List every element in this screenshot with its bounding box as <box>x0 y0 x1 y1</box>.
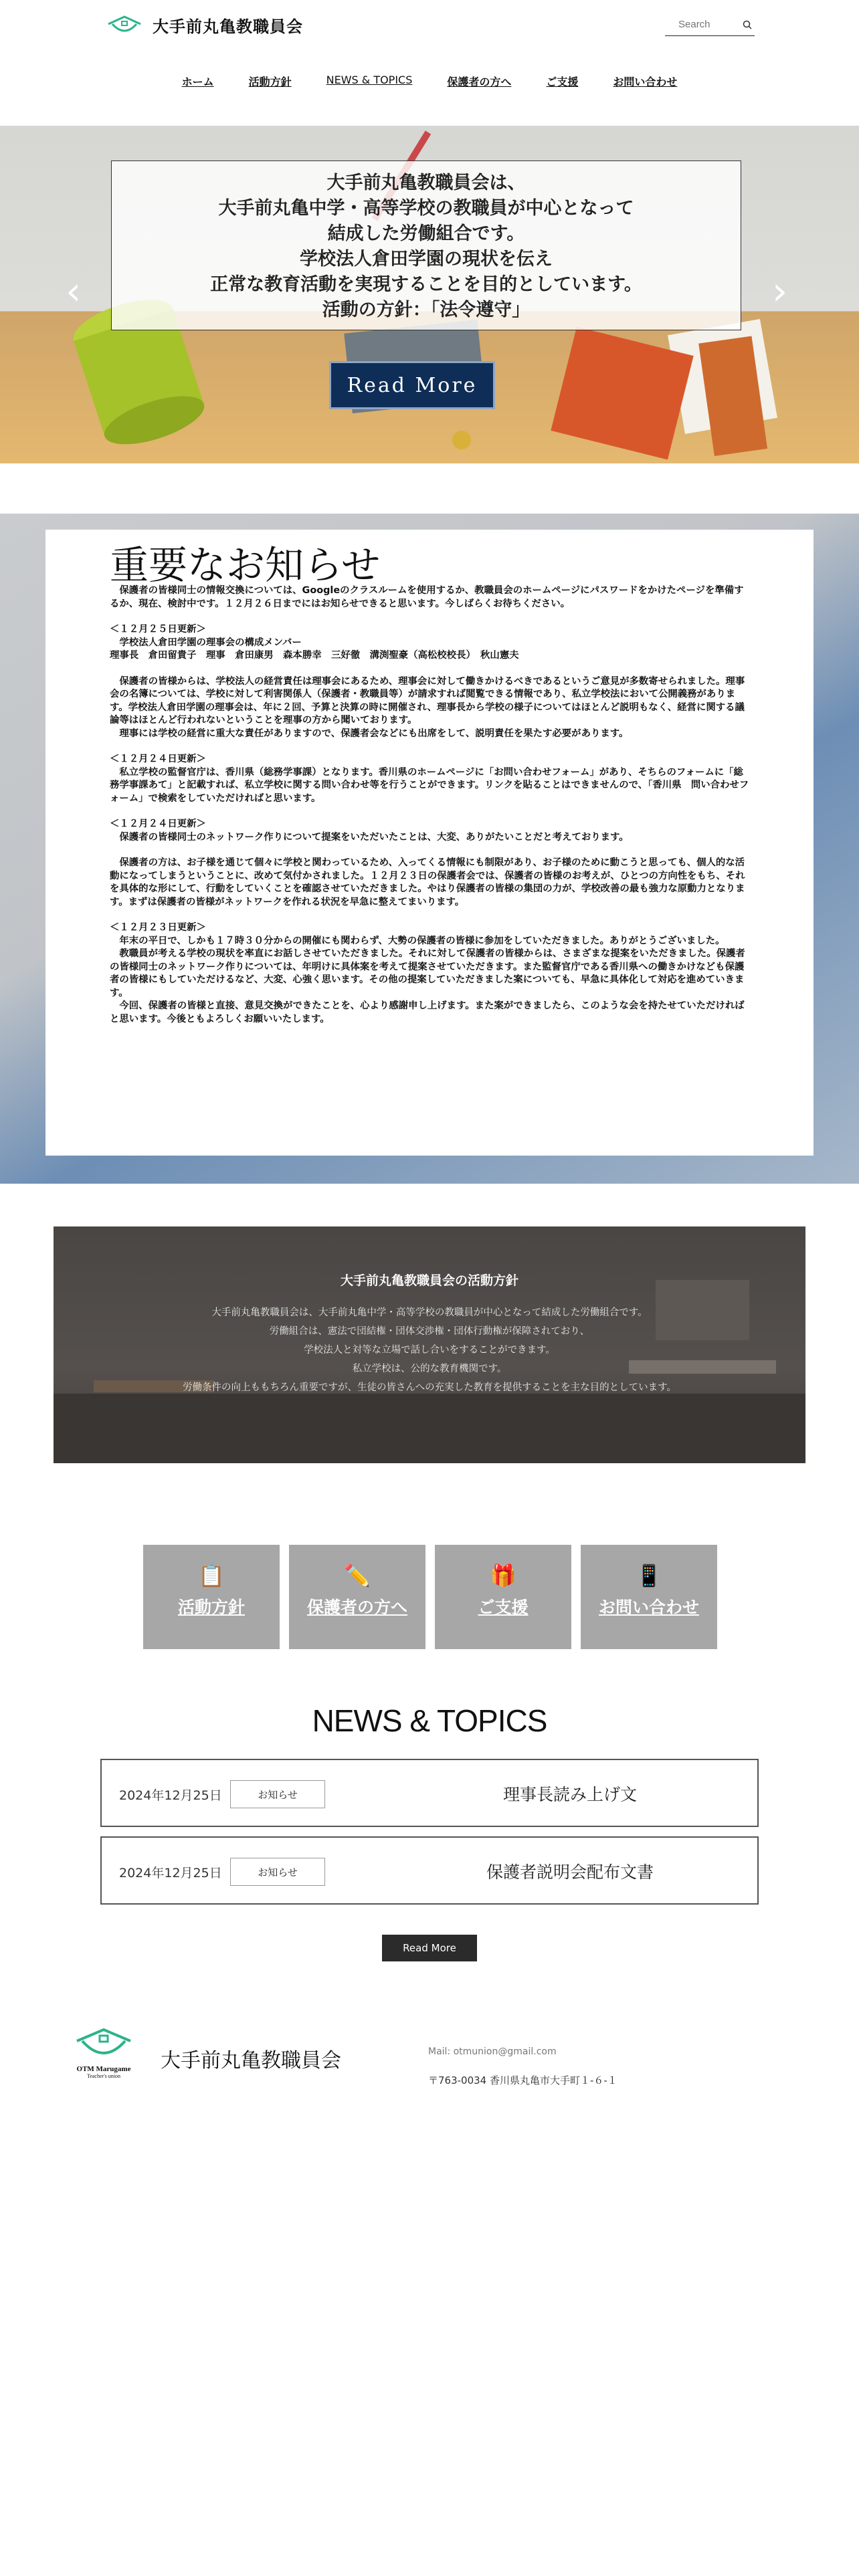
phone-icon: 📱 <box>636 1563 662 1588</box>
notice-paragraph: 理事長 倉田留貴子 理事 倉田康男 森本勝幸 三好徹 溝渕聖豪（高松校校長） 秋山憲夫 <box>110 650 519 661</box>
notice-body <box>110 584 752 1026</box>
tile-guardians[interactable] <box>289 1545 425 1649</box>
news-heading: NEWS & TOPICS <box>312 1703 547 1738</box>
hero-slideshow <box>0 126 859 463</box>
paragraph-gap <box>110 805 752 818</box>
nav-guardians[interactable]: 保護者の方へ <box>447 76 512 88</box>
notice-paragraph: 保護者の皆様からは、学校法人の経営責任は理事会にあるため、理事会に対して働きかけるべきであるというご意見が多数寄せられました。理事会の名簿については、学校に対して利害関係人（保護者・教職員等）が請求すれば閲覧できる情報であり、私立学校法において公開義務があります。学校法人倉田学園の理事会は、年に２回、予算と決算の時に開催され、理事長から学校の様子についてはほとんど説明もなく、経営に関する議論等はほとんど行われないということを理事の方から聞いております。 <box>110 675 745 726</box>
paragraph-gap <box>110 740 752 753</box>
nav-contact[interactable]: お問い合わせ <box>613 76 678 88</box>
notice-paragraph: ＜１２月２３日更新＞ <box>110 922 206 933</box>
tile-label: ご支援 <box>478 1598 529 1617</box>
hero-line: 大手前丸亀教職員会は、 <box>326 173 526 193</box>
news-category-badge: お知らせ <box>230 1780 325 1808</box>
pencil-ruler-icon: ✏️ <box>344 1563 371 1588</box>
notice-paragraph: 保護者の方は、お子様を通じて個々に学校と関わっているため、入ってくる情報にも制限があり、お子様のために動こうと思っても、個人的な活動になってしまうということに、改めて気付かされました。１２月２３日の保護者会では、保護者の皆様のお考えが、ひとつの方向性をもち、それを具体的な形にして、行動をしていくことを確認させていただきました。やはり保護者の皆様の集団の力が、学校改善の最も強力な原動力となります。まずは保護者の皆様がネットワークを作れる状況を早急に整えてまいります。 <box>110 857 745 907</box>
main-nav <box>0 74 859 89</box>
notice-paragraph: ＜１２月２５日更新＞ <box>110 624 206 635</box>
nav-policy[interactable]: 活動方針 <box>248 76 292 88</box>
hero-line: 活動の方針：「法令遵守」 <box>322 300 531 320</box>
footer-logo-text: OTM Marugame <box>76 2065 131 2073</box>
policy-line: 労働組合は、憲法で団結権・団体交渉権・団体行動権が保障されており、 <box>269 1326 590 1337</box>
nav-support[interactable]: ご支援 <box>546 76 579 88</box>
policy-title: 大手前丸亀教職員会の活動方針 <box>340 1273 518 1288</box>
slide-prev-arrow-icon[interactable]: ‹ <box>66 268 82 314</box>
paragraph-gap <box>110 611 752 623</box>
footer-logo <box>67 2028 140 2079</box>
site-header <box>0 0 859 126</box>
hero-line: 大手前丸亀中学・高等学校の教職員が中心となって <box>218 198 634 219</box>
house-logo-icon <box>70 2028 137 2062</box>
notice-heading: 重要なお知らせ <box>110 542 381 588</box>
notice-paragraph: 保護者の皆様同士のネットワーク作りについて提案をいただいたことは、大変、ありがたいことだと考えております。 <box>110 831 629 843</box>
news-title[interactable]: 理事長読み上げ文 <box>502 1785 637 1804</box>
hero-message-box <box>111 160 741 330</box>
tile-contact[interactable] <box>581 1545 717 1649</box>
gift-icon: 🎁 <box>490 1563 516 1588</box>
notice-paragraph: 年末の平日で、しかも１７時３０分からの開催にも関わらず、大勢の保護者の皆様に参加をしていただきました。ありがとうございました。 <box>110 935 725 946</box>
policy-line: 私立学校は、公的な教育機関です。 <box>352 1364 507 1374</box>
news-date: 2024年12月25日 <box>119 1866 222 1881</box>
notice-paragraph: 理事には学校の経営に重大な責任がありますので、保護者会などにも出席をして、説明責任を果たす必要があります。 <box>110 728 629 739</box>
notice-paragraph: ＜１２月２４日更新＞ <box>110 754 206 764</box>
policy-banner <box>54 1226 805 1463</box>
news-item[interactable] <box>100 1836 759 1905</box>
news-category-badge: お知らせ <box>230 1858 325 1886</box>
tile-label: お問い合わせ <box>598 1598 699 1617</box>
tile-label: 活動方針 <box>177 1598 245 1617</box>
tile-policy[interactable] <box>143 1545 280 1649</box>
notice-section <box>0 514 859 1184</box>
site-title: 大手前丸亀教職員会 <box>153 17 303 36</box>
nav-news[interactable]: NEWS & TOPICS <box>326 74 413 86</box>
search-icon[interactable] <box>743 20 752 29</box>
policy-line: 労働条件の向上ももちろん重要ですが、生徒の皆さんへの充実した教育を提供することを主な目的としています。 <box>182 1382 677 1393</box>
paragraph-gap <box>110 663 752 675</box>
notice-card <box>45 530 814 1156</box>
footer-logo-subtext: Teacher's union <box>87 2073 120 2079</box>
search-input[interactable] <box>678 19 739 30</box>
news-title[interactable]: 保護者説明会配布文書 <box>486 1862 654 1882</box>
notice-paragraph: 教職員が考える学校の現状を率直にお話しさせていただきました。それに対して保護者の皆様からは、さまざまな提案をいただきました。保護者の皆様同士のネットワーク作りについては、年明けに具体案を考えて提案させていただきます。また監督官庁である香川県への働きかけなども保護者の皆様にもしていただけるなど、大変、心強く思います。その他の提案していただきました案についても、早急に具体化して対応を進めていきます。 <box>110 948 745 998</box>
notice-paragraph: 今回、保護者の皆様と直接、意見交換ができたことを、心より感謝申し上げます。また案ができましたら、このような会を持たせていただければと思います。今後ともよろしくお願いいたします。 <box>110 1000 745 1025</box>
house-logo-icon <box>106 15 143 36</box>
hero-line: 学校法人倉田学園の現状を伝え <box>300 249 553 270</box>
paragraph-gap <box>110 909 752 922</box>
notice-paragraph: 学校法人倉田学園の理事会の構成メンバー <box>110 637 302 648</box>
news-read-more-button[interactable]: Read More <box>382 1935 477 1961</box>
paragraph-gap <box>110 844 752 857</box>
policy-line: 大手前丸亀教職員会は、大手前丸亀中学・高等学校の教職員が中心となって結成した労働組合です。 <box>211 1307 648 1318</box>
clipboard-icon: 📋 <box>198 1563 225 1588</box>
footer-org-name: 大手前丸亀教職員会 <box>161 2049 341 2072</box>
hero-line: 結成した労働組合です。 <box>327 223 525 244</box>
policy-line: 学校法人と対等な立場で話し合いをすることができます。 <box>304 1345 555 1356</box>
news-date: 2024年12月25日 <box>119 1788 222 1803</box>
nav-home[interactable]: ホーム <box>181 76 214 88</box>
search-box[interactable] <box>665 13 755 36</box>
footer-address: 〒763-0034 香川県丸亀市大手町１-６-１ <box>428 2074 617 2086</box>
notice-paragraph: 私立学校の監督官庁は、香川県（総務学事課）となります。香川県のホームページに「お問い合わせフォーム」があり、そちらのフォームに「総務学事課あて」と記載すれば、私立学校に関する問い合わせ等を行うことができます。リンクを貼ることはできませんので、「香川県 問い合わせフォーム」で検索をしていただければと思います。 <box>110 766 749 804</box>
tile-support[interactable] <box>435 1545 571 1649</box>
site-logo[interactable] <box>106 13 303 37</box>
slide-next-arrow-icon[interactable]: › <box>772 268 788 314</box>
news-item[interactable] <box>100 1759 759 1827</box>
footer-mail[interactable]: Mail: otmunion@gmail.com <box>428 2046 557 2057</box>
notice-paragraph: ＜１２月２４日更新＞ <box>110 819 206 829</box>
hero-line: 正常な教育活動を実現することを目的としています。 <box>210 274 642 295</box>
tile-label: 保護者の方へ <box>306 1598 407 1617</box>
hero-read-more-button[interactable]: Read More <box>329 361 495 409</box>
notice-paragraph: 保護者の皆様同士の情報交換については、Googleのクラスルームを使用するか、教職員会のホームページにパスワードをかけたページを準備するか、現在、検討中です。１２月２６日までにはお知らせできると思います。今しばらくお待ちください。 <box>110 585 744 609</box>
